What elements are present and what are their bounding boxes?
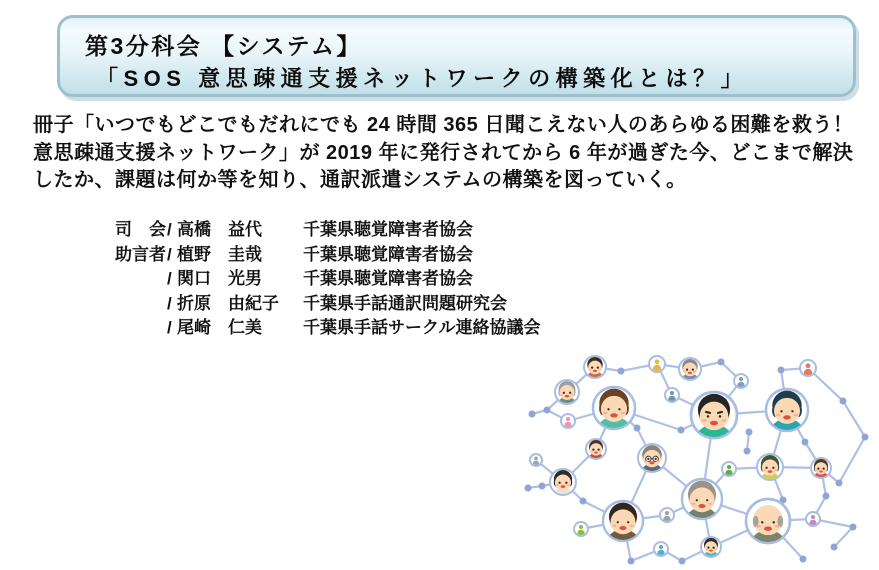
speaker-organization: 千葉県聴覚障害者協会: [303, 220, 473, 239]
description-line-2: 意思疎通支援ネットワーク」が 2019 年に発行されてから 6 年が過ぎた今、どこまで解決: [33, 141, 854, 164]
role-name-separator: /: [167, 318, 172, 337]
role-name-separator: /: [167, 220, 172, 239]
speaker-organization: 千葉県聴覚障害者協会: [303, 269, 473, 288]
role-name-separator: /: [167, 293, 172, 313]
speaker-name: 折原 由紀子: [177, 293, 279, 313]
speaker-row: [115, 243, 541, 268]
speaker-row: [115, 218, 541, 243]
speaker-role: [115, 292, 167, 317]
description-line-3: したか、課題は何か等を知り、通訳派遣システムの構築を図っていく。: [33, 169, 687, 191]
session-description: [33, 112, 863, 195]
speaker-role: [115, 267, 167, 292]
people-network-illustration: [521, 341, 877, 569]
session-title: 第3分科会 【システム】: [85, 33, 362, 59]
speaker-role: 助言者: [115, 244, 166, 264]
speaker-list: [115, 218, 541, 341]
role-name-separator: /: [167, 244, 172, 264]
speaker-organization: 千葉県手話通訳問題研究会: [303, 293, 507, 313]
speaker-role: 司 会: [115, 220, 166, 239]
description-line-1: 冊子「いつでもどこでもだれにでも 24 時間 365 日聞こえない人のあらゆる困難を救う！: [33, 114, 854, 136]
session-subtitle: 「SOS 意思疎通支援ネットワークの構築化とは？」: [96, 66, 749, 91]
speaker-row: [115, 292, 541, 317]
session-header-box: [57, 15, 856, 97]
speaker-organization: 千葉県手話サークル連絡協議会: [303, 318, 541, 337]
speaker-row: [115, 267, 541, 292]
speaker-name: 関口 光男: [177, 269, 262, 288]
speaker-name: 尾崎 仁美: [177, 318, 262, 337]
speaker-name: 高橋 益代: [177, 220, 262, 239]
speaker-role: [115, 316, 167, 341]
speaker-organization: 千葉県聴覚障害者協会: [303, 244, 473, 264]
speaker-name: 植野 圭哉: [177, 244, 262, 264]
role-name-separator: /: [167, 269, 172, 288]
people-network-svg: [521, 341, 877, 569]
speaker-row: [115, 316, 541, 341]
